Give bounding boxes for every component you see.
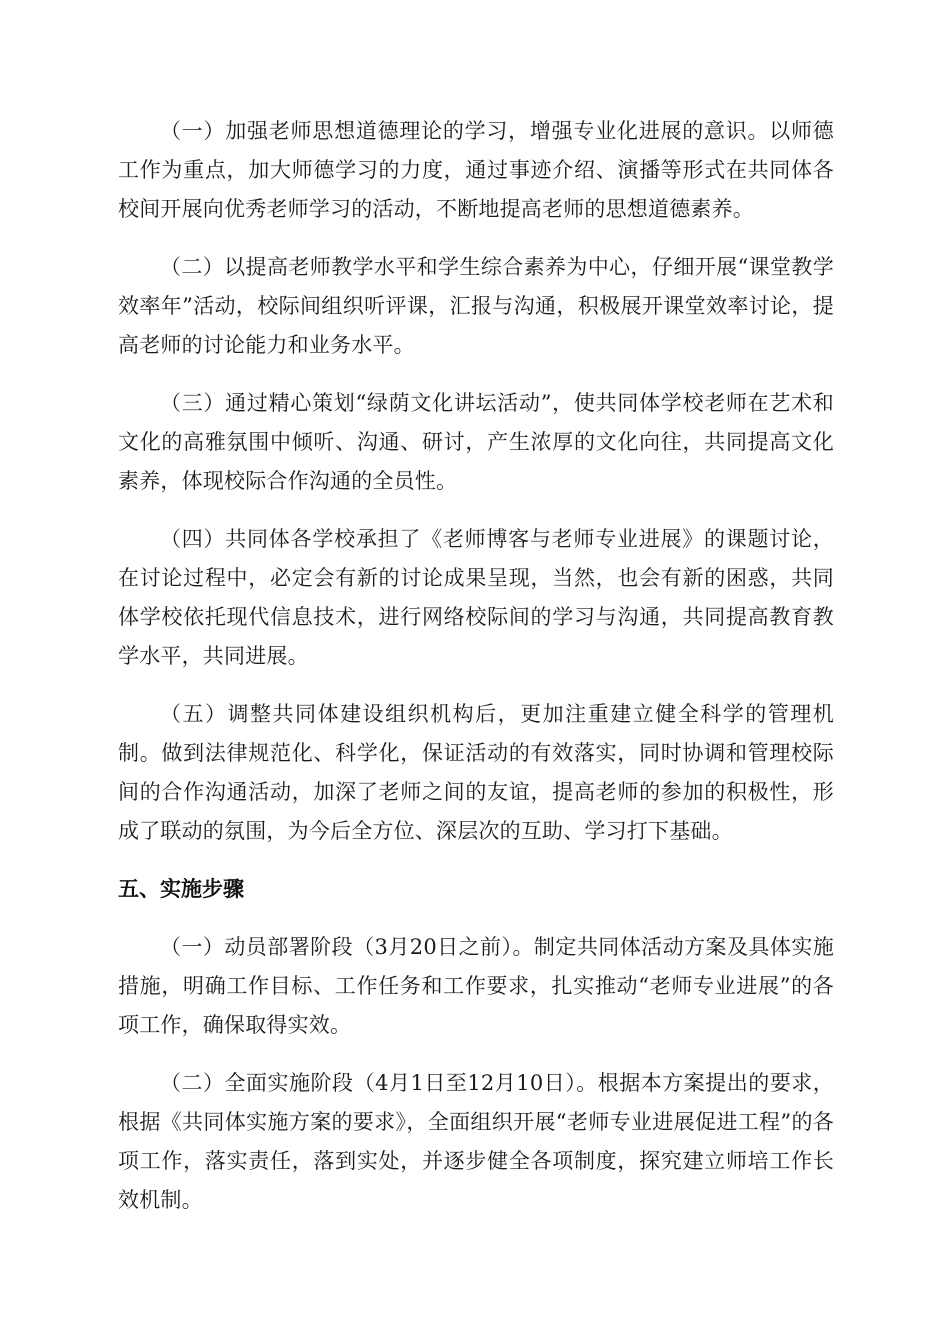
section-heading: 五、实施步骤 [118,877,244,901]
document-page [118,112,834,1239]
paragraph-3: （三）通过精心策划“绿荫文化讲坛活动”，使共同体学校老师在艺术和文化的高雅氛围中倾听、沟通、研讨，产生浓厚的文化向往，共同提高文化素养，体现校际合作沟通的全员性。 [118,391,834,493]
paragraph-5: （五）调整共同体建设组织机构后，更加注重建立健全科学的管理机制。做到法律规范化、科学化，保证活动的有效落实，同时协调和管理校际间的合作沟通活动，加深了老师之间的友谊，提高老师的参加的积极性，形成了联动的氛围，为今后全方位、深层次的互助、学习打下基础。 [118,702,834,843]
paragraph-2: （二）以提高老师教学水平和学生综合素养为中心，仔细开展“课堂教学效率年”活动，校际间组织听评课，汇报与沟通，积极展开课堂效率讨论，提高老师的讨论能力和业务水平。 [118,255,834,357]
paragraph-1: （一）加强老师思想道德理论的学习，增强专业化进展的意识。以师德工作为重点，加大师德学习的力度，通过事迹介绍、演播等形式在共同体各校间开展向优秀老师学习的活动，不断地提高老师的思想道德素养。 [118,119,834,221]
paragraph-7: （二）全面实施阶段（4月1日至12月10日）。根据本方案提出的要求，根据《共同体实施方案的要求》，全面组织开展“老师专业进展促进工程”的各项工作，落实责任，落到实处，并逐步健全各项制度，探究建立师培工作长效机制。 [118,1071,834,1212]
paragraph-4: （四）共同体各学校承担了《老师博客与老师专业进展》的课题讨论，在讨论过程中，必定会有新的讨论成果呈现，当然，也会有新的困惑，共同体学校依托现代信息技术，进行网络校际间的学习与沟通，共同提高教育教学水平，共同进展。 [118,527,834,668]
paragraph-6: （一）动员部署阶段（3月20日之前）。制定共同体活动方案及具体实施措施，明确工作目标、工作任务和工作要求，扎实推动“老师专业进展”的各项工作，确保取得实效。 [118,935,834,1037]
